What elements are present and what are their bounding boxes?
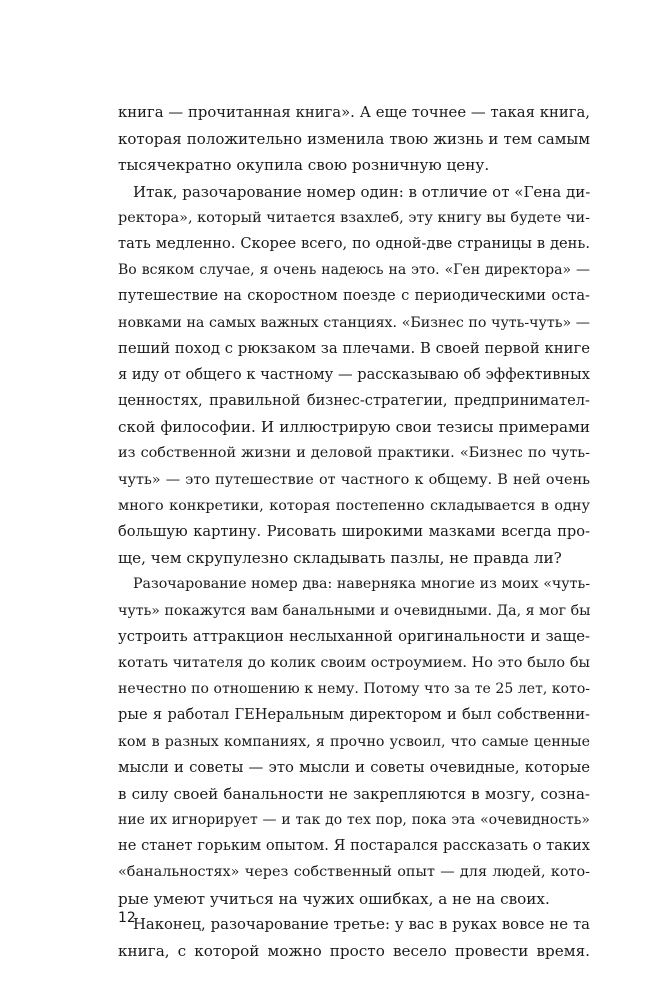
paragraph xyxy=(118,912,590,964)
text-line: ще, чем скрупулезно складывать пазлы, не правда ли? xyxy=(118,549,562,568)
text-line: из собственной жизни и деловой практики. «Бизнес по чуть- xyxy=(118,445,590,462)
text-line: рые я работал ГЕНеральным директором и был собственни- xyxy=(118,706,590,724)
text-line: книга, с которой можно просто весело провести время. xyxy=(118,942,590,960)
text-line: Наконец, разочарование третье: у вас в руках вовсе не та xyxy=(133,915,590,933)
text-line: мысли и советы — это мысли и советы очевидные, которые xyxy=(118,758,590,776)
text-line: не станет горьким опытом. Я постарался рассказать о таких xyxy=(118,837,590,855)
text-line: большую картину. Рисовать широкими мазками всегда про- xyxy=(118,523,590,540)
text-line: книга — прочитанная книга». А еще точнее — такая книга, xyxy=(118,104,590,121)
text-line: путешествие на скоростном поезде с периодическими оста- xyxy=(118,287,590,305)
text-line: Итак, разочарование номер один: в отличие от «Гена ди- xyxy=(133,182,591,201)
paragraph xyxy=(118,179,590,572)
text-line: я иду от общего к частному — рассказываю об эффективных xyxy=(118,365,590,383)
text-line: ние их игнорирует — и так до тех пор, пока эта «очевидность» xyxy=(118,812,590,829)
page-number: 12 xyxy=(118,910,136,926)
text-line: пеший поход с рюкзаком за плечами. В своей первой книге xyxy=(118,339,590,357)
text-line: тать медленно. Скорее всего, по одной-две страницы в день. xyxy=(118,234,590,252)
text-line: много конкретики, которая постепенно складывается в одну xyxy=(118,497,590,514)
text-line: которая положительно изменила твою жизнь и тем самым xyxy=(118,130,590,149)
text-line: котать читателя до колик своим остроумием. Но это было бы xyxy=(118,654,590,671)
text-line: ской философии. И иллюстрирую свои тезисы примерами xyxy=(118,418,590,437)
text-line: ректора», который читается взахлеб, эту книгу вы будете чи- xyxy=(118,209,590,226)
text-line: чуть» — это путешествие от частного к общему. В ней очень xyxy=(118,471,590,488)
text-line: тысячекратно окупила свою розничную цену. xyxy=(118,156,490,175)
paragraph xyxy=(118,100,590,179)
text-line: «банальностях» через собственный опыт — для людей, кото- xyxy=(118,864,590,881)
paragraph xyxy=(118,571,590,911)
text-line: рые умеют учиться на чужих ошибках, а не на своих. xyxy=(118,889,550,908)
text-line: новками на самых важных станциях. «Бизнес по чуть-чуть» — xyxy=(118,314,590,331)
text-line: чуть» покажутся вам банальными и очевидными. Да, я мог бы xyxy=(118,602,591,619)
text-line: в силу своей банальности не закрепляются в мозгу, созна- xyxy=(118,784,590,803)
text-line: Разочарование номер два: наверняка многие из моих «чуть- xyxy=(133,576,590,593)
text-line: Во всяком случае, я очень надеюсь на это. «Ген директора» — xyxy=(118,262,590,279)
text-line: ценностях, правильной бизнес-стратегии, предпринимател- xyxy=(118,392,590,410)
text-line: нечестно по отношению к нему. Потому что за те 25 лет, кото- xyxy=(118,681,590,698)
text-line: ком в разных компаниях, я прочно усвоил, что самые ценные xyxy=(118,733,590,750)
text-line: устроить аттракцион неслыханной оригинальности и заще- xyxy=(118,627,590,645)
page-body xyxy=(118,100,590,964)
